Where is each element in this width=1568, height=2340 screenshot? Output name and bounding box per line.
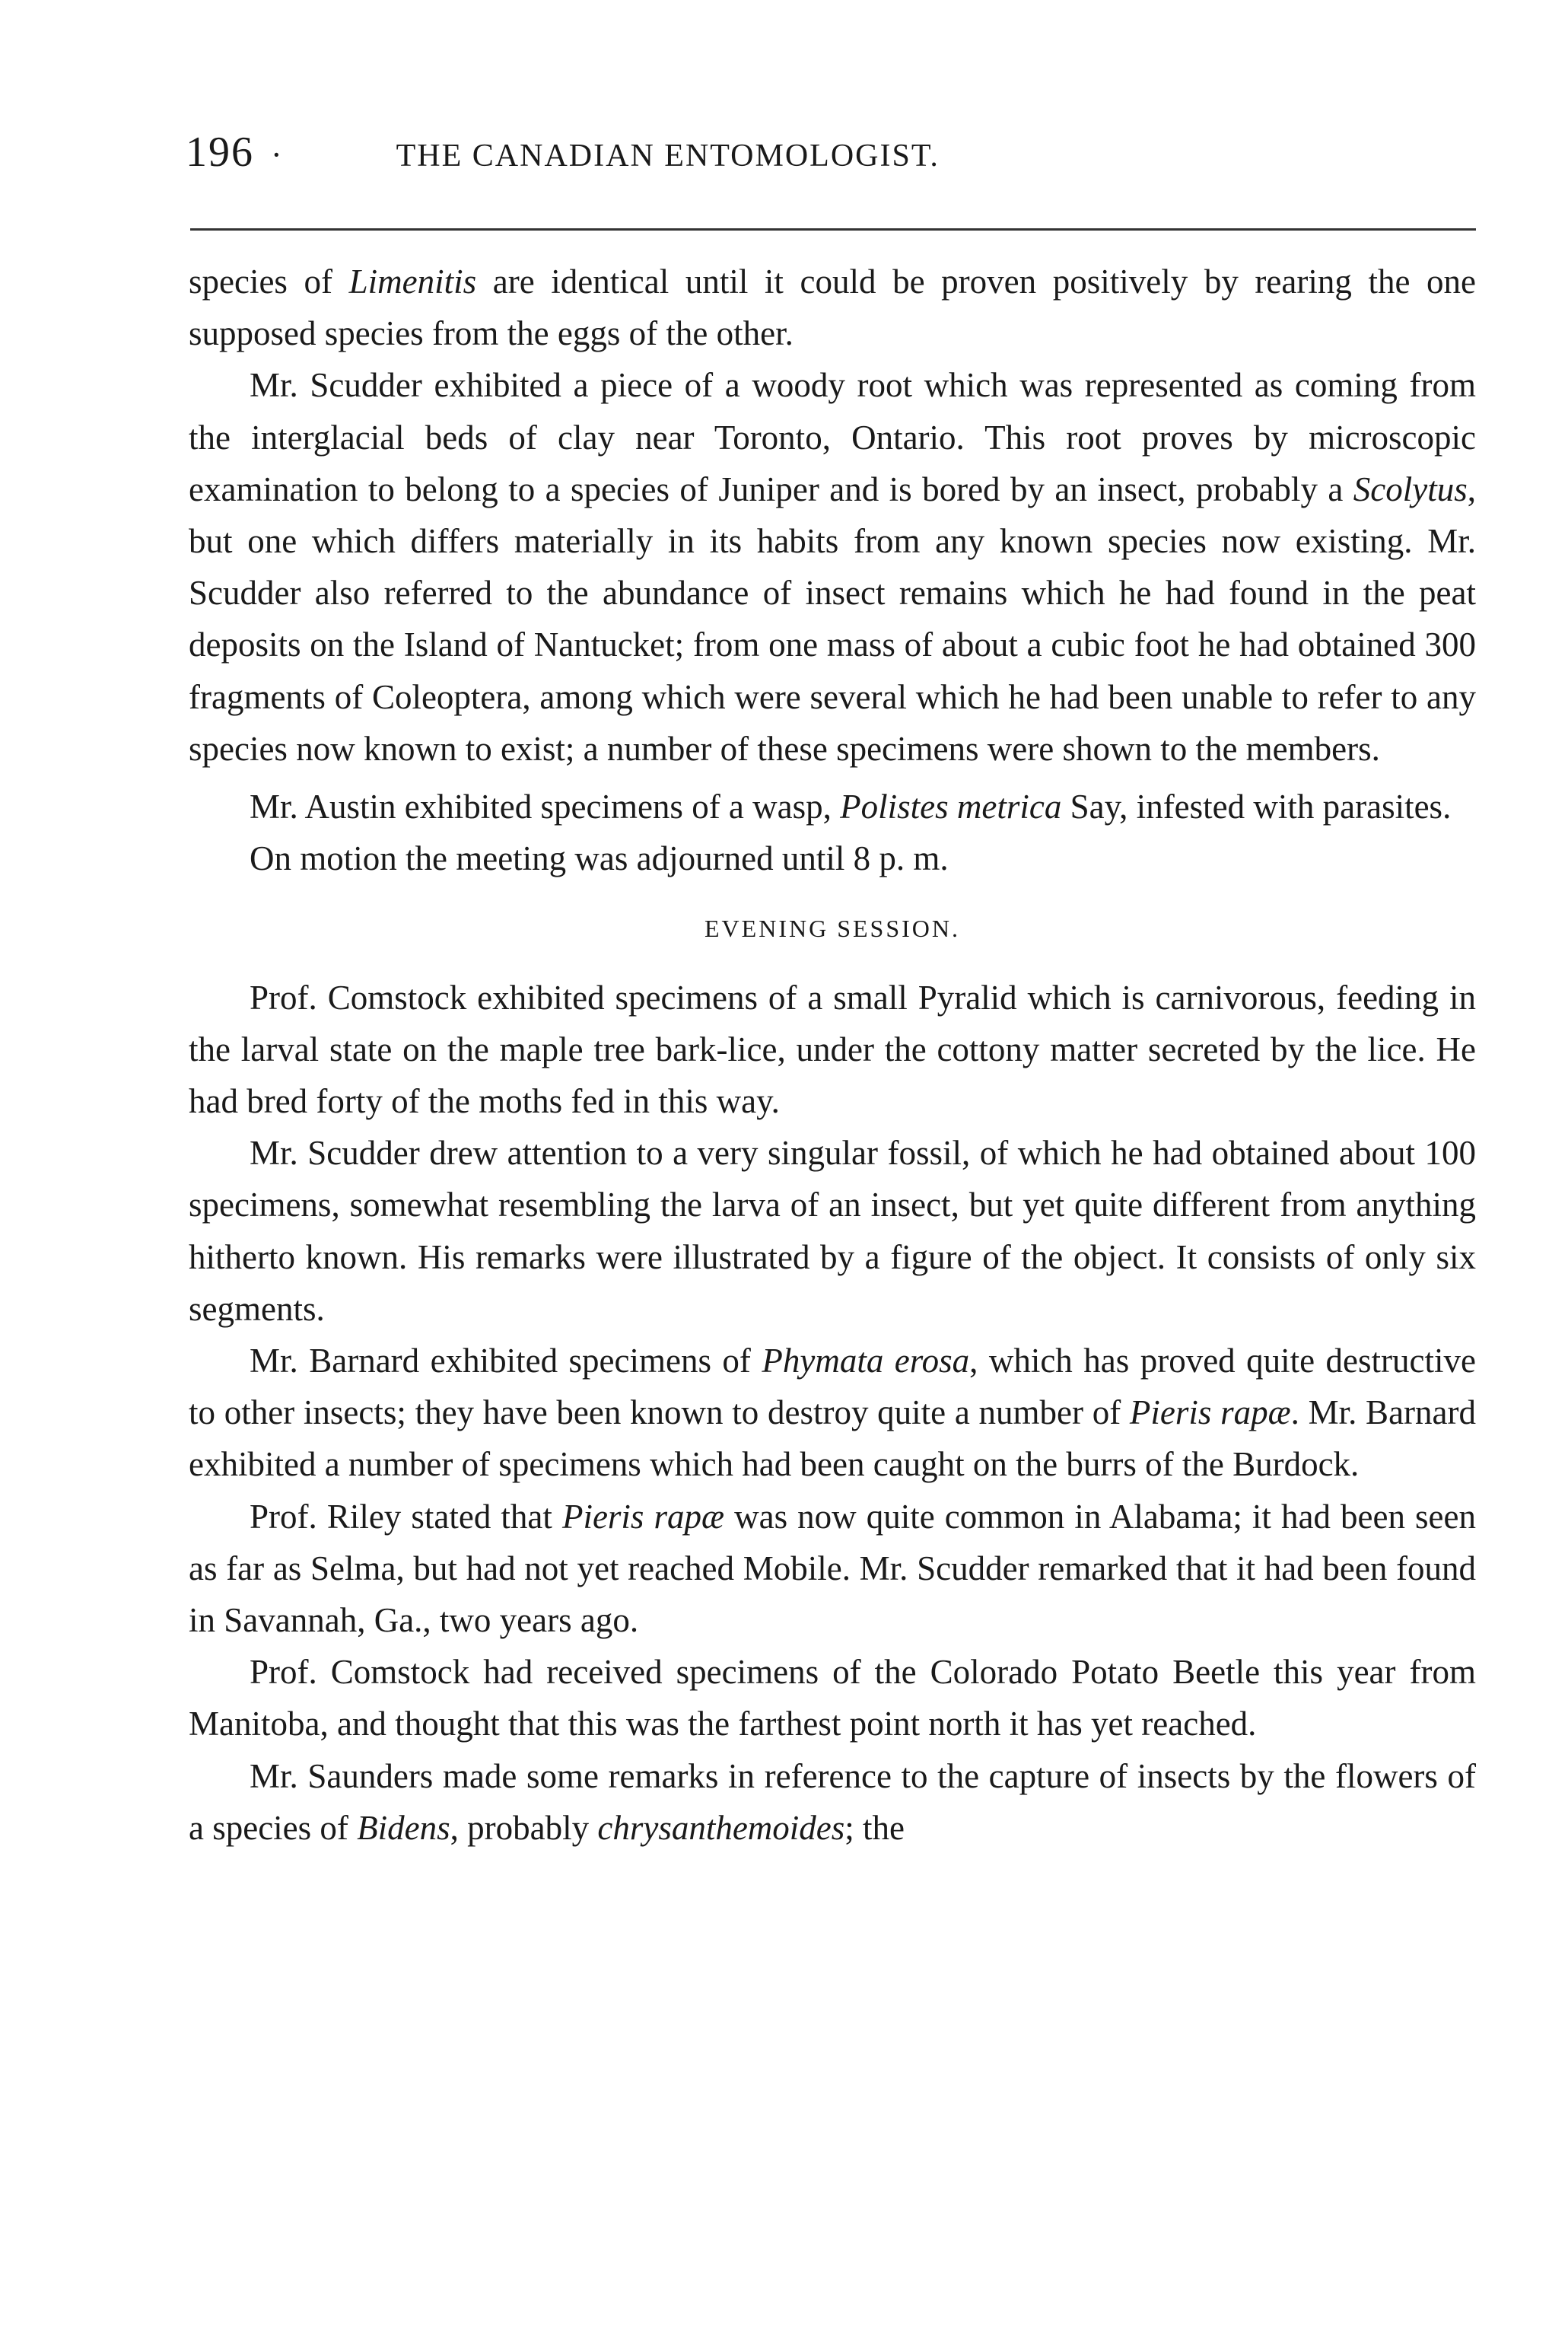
text-run: On motion the meeting was adjourned until 8 p. m. (250, 839, 949, 878)
text-run: Prof. Riley stated that (250, 1497, 562, 1536)
italic-term: Phymata erosa (762, 1342, 970, 1380)
text-run: Mr. Scudder drew attention to a very singular fossil, of which he had obtained about 100 specimens, somewhat resembling the larva of an insect, but yet quite different from anything hitherto known. His remarks were illustrated by a figure of the object. It consists of only six segments. (189, 1134, 1476, 1328)
page-header (186, 128, 1479, 196)
italic-term: Pieris rapæ (561, 1497, 725, 1536)
paragraph (189, 359, 1476, 775)
text-run: species of (189, 263, 349, 301)
paragraph (189, 1646, 1476, 1749)
paragraph (189, 1491, 1476, 1647)
text-run: Mr. Austin exhibited specimens of a wasp, (250, 788, 841, 826)
text-run: are identical until it could be proven positively by rearing the one supposed species from the eggs of the other. (189, 263, 1476, 353)
running-title: THE CANADIAN ENTOMOLOGIST. (396, 138, 940, 174)
italic-term: Pieris rapæ (1129, 1393, 1291, 1432)
page-number: 196 (186, 129, 254, 176)
text-run: ; the (844, 1808, 905, 1847)
text-run: EVENING SESSION. (704, 915, 960, 943)
body-text (189, 256, 1476, 1854)
text-run: was now quite common in Alabama; it had been seen as far as Selma, but had not yet reached Mobile. Mr. Scudder remarked that it had been found in Savannah, Ga., two years ago. (189, 1497, 1476, 1640)
text-run: , but one which differs materially in its habits from any known species now existing. Mr. Scudder also referred to the abundance of insect remains which he had found in the peat deposits on the Island of Nantucket; from one mass of about a cubic foot he had obtained 300 fragments of Coleoptera, among which were several which he had been unable to refer to any species now known to exist; a number of these specimens were shown to the members. (189, 470, 1476, 768)
text-run: , which has proved quite destructive to other insects; they have been known to destroy quite a number of (189, 1342, 1476, 1432)
text-run: Mr. Barnard exhibited specimens of (250, 1342, 762, 1380)
paragraph (189, 1335, 1476, 1491)
italic-term: Polistes metrica (840, 788, 1062, 826)
paragraph (189, 972, 1476, 1128)
section-heading (189, 903, 1476, 954)
italic-term: Limenitis (348, 263, 477, 301)
text-run: , probably (450, 1808, 598, 1847)
text-run: Mr. Scudder exhibited a piece of a woody root which was represented as coming from the interglacial beds of clay near Toronto, Ontario. This root proves by microscopic examination to belong to a species of Juniper and is bored by an insect, probably a (189, 366, 1476, 508)
text-run: Prof. Comstock exhibited specimens of a small Pyralid which is carnivorous, feeding in the larval state on the maple tree bark-lice, under the cottony matter secreted by the lice. He had bred forty of the moths fed in this way. (189, 978, 1476, 1121)
paragraph (189, 781, 1476, 833)
italic-term: Bidens (357, 1808, 450, 1847)
text-run: . Mr. Barnard exhibited a number of specimens which had been caught on the burrs of the Burdock. (189, 1393, 1476, 1484)
paragraph (189, 1750, 1476, 1854)
text-run: Mr. Saunders made some remarks in reference to the capture of insects by the flowers of a species of (189, 1756, 1476, 1847)
italic-term: Scolytus (1353, 470, 1468, 508)
paragraph (189, 833, 1476, 884)
italic-term: chrysanthemoides (597, 1808, 845, 1847)
header-rule (190, 228, 1476, 231)
text-run: Say, infested with parasites. (1061, 788, 1452, 826)
paragraph (189, 1127, 1476, 1335)
text-run: Prof. Comstock had received specimens of the Colorado Potato Beetle this year from Manitoba, and thought that this was the farthest point north it has yet reached. (189, 1653, 1476, 1743)
header-separator: · (271, 136, 282, 174)
paragraph (189, 256, 1476, 359)
